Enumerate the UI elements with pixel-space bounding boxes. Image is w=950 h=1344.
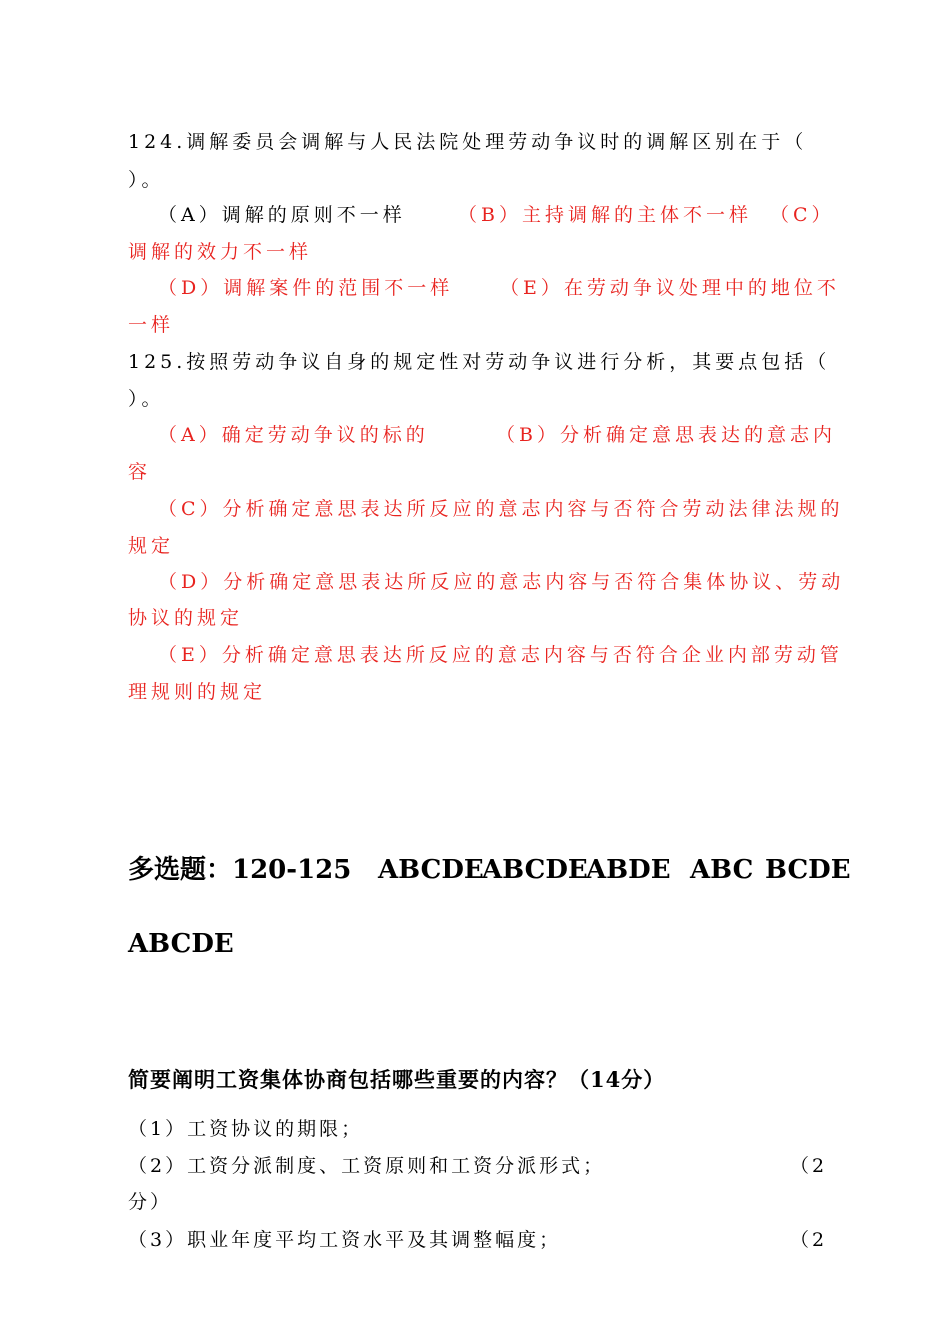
q125-option-b-start: （B）分析确定意思表达的意志内 — [496, 424, 836, 446]
q124-stem-line2: ）。 — [128, 169, 165, 191]
essay-item-1: （1）工资协议的期限； — [128, 1118, 364, 1140]
q125-option-d-start: （D）分析确定意思表达所反应的意志内容与否符合集体协议、劳动 — [158, 571, 845, 593]
q125-option-c-start: （C）分析确定意思表达所反应的意志内容与否符合劳动法律法规的 — [158, 498, 844, 520]
essay-item-3-score-start: （2 — [790, 1229, 828, 1251]
q125-option-c-cont: 规定 — [128, 535, 175, 557]
q125-stem-line2: ）。 — [128, 388, 165, 410]
q125-stem-line1: 125.按照劳动争议自身的规定性对劳动争议进行分析，其要点包括（ — [128, 351, 831, 373]
essay-question-title: 简要阐明工资集体协商包括哪些重要的内容？（14分） — [128, 1067, 666, 1092]
essay-item-2: （2）工资分派制度、工资原则和工资分派形式； — [128, 1155, 606, 1177]
essay-item-3: （3）职业年度平均工资水平及其调整幅度； — [128, 1229, 562, 1251]
answer-item: ABCDE — [482, 855, 588, 885]
q125-option-a: （A）确定劳动争议的标的 — [158, 424, 429, 446]
q124-option-c-start: （C） — [770, 204, 835, 226]
essay-item-2-score-start: （2 — [790, 1155, 828, 1177]
essay-item-2-score-cont: 分） — [128, 1191, 173, 1213]
answer-item: ABC — [690, 855, 754, 885]
q124-stem-line1: 124.调解委员会调解与人民法院处理劳动争议时的调解区别在于（ — [128, 131, 808, 153]
q124-option-a: （A）调解的原则不一样 — [158, 204, 406, 226]
q125-option-d-cont: 协议的规定 — [128, 607, 244, 629]
answer-item: ABDE — [586, 855, 671, 885]
q124-option-b: （B）主持调解的主体不一样 — [458, 204, 752, 226]
answer-item-last: ABCDE — [128, 929, 234, 959]
q124-option-c-cont: 调解的效力不一样 — [128, 241, 313, 263]
q125-option-e-start: （E）分析确定意思表达所反应的意志内容与否符合企业内部劳动管 — [158, 644, 843, 666]
q125-option-e-cont: 理规则的规定 — [128, 681, 267, 703]
q125-option-b-cont: 容 — [128, 461, 152, 483]
q124-option-e-start: （E）在劳动争议处理中的地位不 — [500, 277, 840, 299]
q124-option-d: （D）调解案件的范围不一样 — [158, 277, 454, 299]
q124-option-e-cont: 一样 — [128, 314, 175, 336]
answer-item: BCDE — [765, 855, 851, 885]
answer-key-label: 多选题：120-125 — [128, 855, 352, 885]
answer-item: ABCDE — [378, 855, 484, 885]
